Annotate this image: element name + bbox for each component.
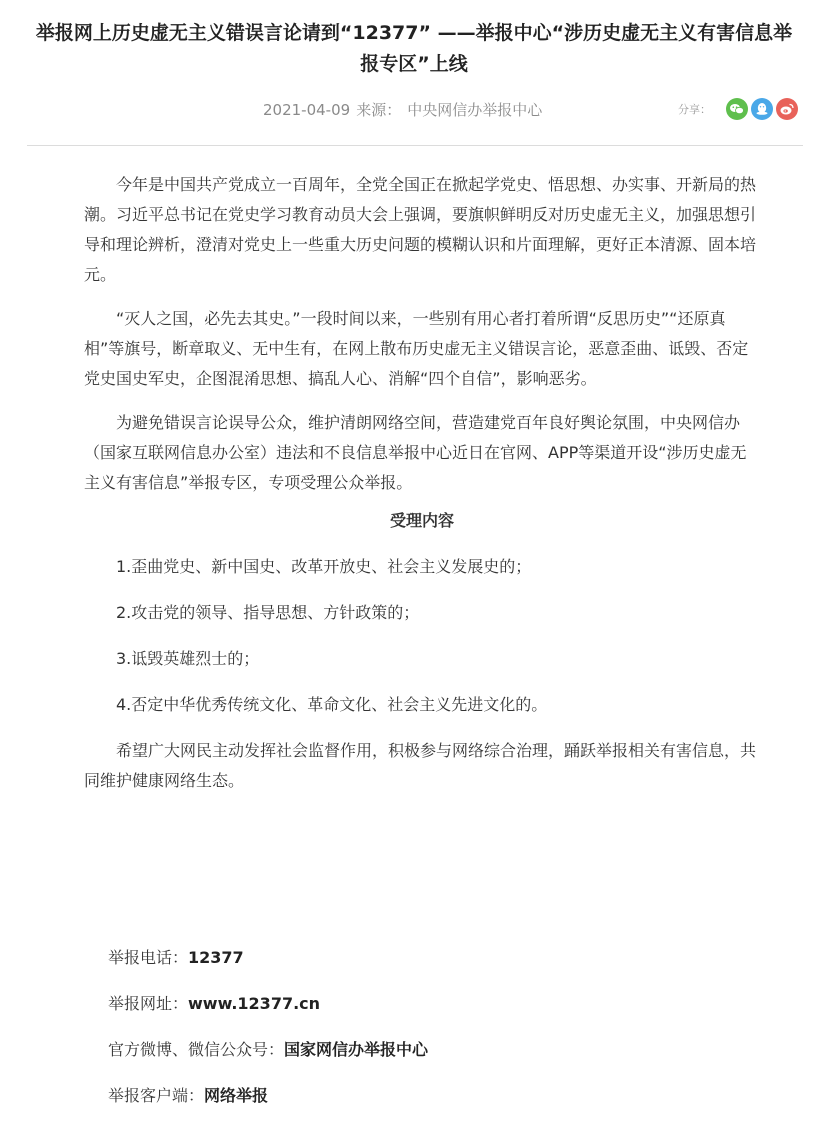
list-item: 3.诋毁英雄烈士的； xyxy=(116,649,260,668)
paragraph-1: 今年是中国共产党成立一百周年，全党全国正在掀起学党史、悟思想、办实事、开新局的热潮。习近平总书记在党史学习教育动员大会上强调，要旗帜鲜明反对历史虚无主义，加强思想引导和理论辨析，澄清对党史上一些重大历史问题的模糊认识和片面理解，更好正本清源、固本培元。 xyxy=(84,175,757,284)
weibo-icon[interactable] xyxy=(776,98,798,120)
contact-label: 举报电话： xyxy=(108,948,189,967)
closing-paragraph: 希望广大网民主动发挥社会监督作用，积极参与网络综合治理，踊跃举报相关有害信息，共同维护健康网络生态。 xyxy=(84,741,757,790)
section-heading: 受理内容 xyxy=(389,511,454,530)
share-label: 分享： xyxy=(678,103,711,116)
contact-info xyxy=(108,943,428,1127)
contact-value: www.12377.cn xyxy=(188,994,321,1013)
source-name: 中央网信办举报中心 xyxy=(407,101,543,119)
contact-hotline xyxy=(108,943,428,973)
contact-social xyxy=(108,1035,428,1065)
contact-label: 举报网址： xyxy=(108,994,189,1013)
header-divider xyxy=(27,145,803,146)
article-body xyxy=(84,170,760,810)
wechat-icon[interactable] xyxy=(726,98,748,120)
contact-app xyxy=(108,1081,428,1111)
contact-label: 举报客户端： xyxy=(108,1086,205,1105)
contact-label: 官方微博、微信公众号： xyxy=(108,1040,285,1059)
qq-icon[interactable] xyxy=(751,98,773,120)
list-item: 1.歪曲党史、新中国史、改革开放史、社会主义发展史的； xyxy=(116,557,532,576)
contact-value: 国家网信办举报中心 xyxy=(284,1040,429,1059)
contact-website xyxy=(108,989,428,1019)
contact-value: 网络举报 xyxy=(204,1086,269,1105)
publish-date: 2021-04-09 xyxy=(263,101,351,119)
article-title: 举报网上历史虚无主义错误言论请到“12377” ——举报中心“涉历史虚无主义有害信息举报专区”上线 xyxy=(35,22,793,75)
contact-value: 12377 xyxy=(188,948,244,967)
article-byline xyxy=(263,98,542,122)
list-item: 4.否定中华优秀传统文化、革命文化、社会主义先进文化的。 xyxy=(116,695,548,714)
paragraph-3: 为避免错误言论误导公众，维护清朗网络空间，营造建党百年良好舆论氛围，中央网信办（国家互联网信息办公室）违法和不良信息举报中心近日在官网、APP等渠道开设“涉历史虚无主义有害信息”举报专区，专项受理公众举报。 xyxy=(84,413,747,492)
article-meta xyxy=(0,98,828,122)
list-item: 2.攻击党的领导、指导思想、方针政策的； xyxy=(116,603,420,622)
source-label: 来源： xyxy=(356,101,402,119)
paragraph-2: “灭人之国，必先去其史。”一段时间以来，一些别有用心者打着所谓“反思历史”“还原真相”等旗号，断章取义、无中生有，在网上散布历史虚无主义错误言论，恶意歪曲、诋毁、否定党史国史军史，企图混淆思想、搞乱人心、消解“四个自信”，影响恶劣。 xyxy=(84,309,749,388)
